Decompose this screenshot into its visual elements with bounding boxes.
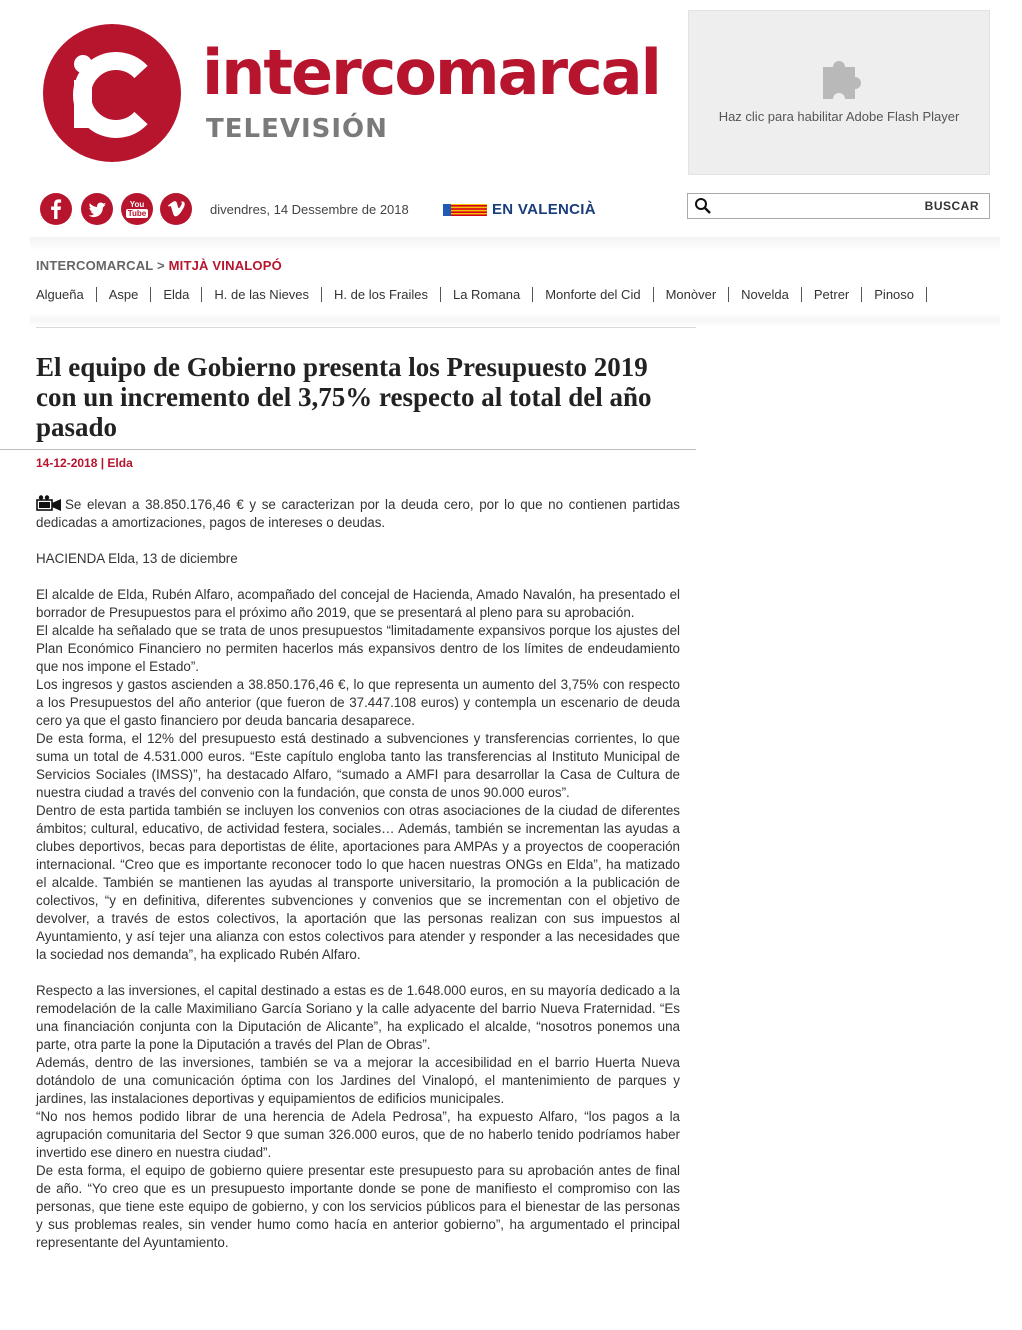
nav-divider (30, 313, 1000, 327)
header-divider (30, 237, 1000, 251)
brand-subtitle: TELEVISIÓN (206, 114, 388, 144)
nav-item-alguena[interactable]: Algueña (36, 287, 97, 302)
article-title: El equipo de Gobierno presenta los Presupuesto 2019 con un incremento del 3,75% respecto al total del año pasado (36, 352, 652, 442)
language-label: EN VALENCIÀ (492, 201, 596, 218)
brand-name: intercomarcal (202, 36, 660, 109)
site-logo[interactable] (40, 22, 660, 167)
article-dateline: HACIENDA Elda, 13 de diciembre (36, 551, 238, 566)
town-nav (36, 287, 939, 302)
article-paragraph: El alcalde de Elda, Rubén Alfaro, acompañado del concejal de Hacienda, Amado Navalón, ha presentado el borrador de Presupuestos para el próximo año 2019, que se presentará al pleno para su aprobación. (36, 587, 680, 620)
video-camera-icon (36, 495, 62, 511)
puzzle-icon (817, 53, 863, 99)
nav-item-monforte-del-cid[interactable]: Monforte del Cid (545, 287, 653, 302)
nav-item-petrer[interactable]: Petrer (814, 287, 862, 302)
article-lead-text: Se elevan a 38.850.176,46 € y se caracterizan por la deuda cero, por lo que no contienen partidas dedicadas a amortizaciones, pagos de intereses o deudas. (36, 497, 680, 530)
article-paragraph: Además, dentro de las inversiones, también se va a mejorar la accesibilidad en el barrio Huerta Nueva dotándolo de una comunicación óptima con los Jardines del Vinalopó, el mantenimiento de parques y jardines, las instalaciones deportivas y equipamientos de edificios municipales. (36, 1055, 680, 1106)
nav-item-monover[interactable]: Monòver (666, 287, 730, 302)
nav-item-pinoso[interactable]: Pinoso (874, 287, 927, 302)
article-paragraph: De esta forma, el 12% del presupuesto está destinado a subvenciones y transferencias corrientes, lo que suma un total de 4.531.000 euros. “Este capítulo engloba tanto las transferencias al Instituto Municipal de Servicios Sociales (IMSS)”, ha destacado Alfaro, “sumado a AMFI para desarrollar la Casa de Cultura de nuestra ciudad a través del convenio con la fundación, que consta de unos 90.000 euros”. (36, 731, 680, 800)
article-paragraph: Respecto a las inversiones, el capital destinado a estas es de 1.648.000 euros, en su mayoría dedicado a la remodelación de la calle Maximiliano García Soriano y la calle adyacente del barrio Nueva Fraternidad. “Es una financiación conjunta con la Diputación de Alicante”, ha explicado el alcalde, “nosotros ponemos una parte, otra parte la pone la Diputación a través del Plan de Obras”. (36, 983, 680, 1052)
article-paragraph: Los ingresos y gastos ascienden a 38.850.176,46 €, lo que representa un aumento del 3,75% con respecto a los Presupuestos del año anterior (que fueron de 37.447.108 euros) y contempla un escenario de deuda cero ya que el gasto financiero por deuda bancaria desaparece. (36, 677, 680, 728)
twitter-icon[interactable] (81, 193, 113, 225)
article-paragraph: De esta forma, el equipo de gobierno quiere presentar este presupuesto para su aprobación antes de final de año. “Yo creo que es un presupuesto importante donde se pone de manifiesto el compromiso con las personas, que tiene este equipo de gobierno, y con los servicios públicos para el bienestar de las personas y sus problemas reales, sin vender humo como hacía en anterior gobierno”, ha argumentado el principal representante del Ayuntamiento. (36, 1163, 680, 1250)
nav-item-aspe[interactable]: Aspe (109, 287, 152, 302)
breadcrumb-separator: > (153, 258, 169, 273)
search-icon (694, 197, 712, 215)
nav-item-novelda[interactable]: Novelda (741, 287, 802, 302)
search-input[interactable] (716, 196, 916, 216)
breadcrumb (36, 258, 282, 273)
youtube-icon[interactable] (121, 193, 153, 225)
youtube-text-bottom: Tube (127, 209, 147, 218)
breadcrumb-root[interactable]: INTERCOMARCAL (36, 258, 154, 273)
flash-player-placeholder[interactable] (688, 10, 990, 175)
vimeo-icon[interactable] (160, 193, 192, 225)
facebook-icon[interactable] (40, 193, 72, 225)
article-lead (36, 495, 680, 532)
nav-item-h-de-los-frailes[interactable]: H. de los Frailes (334, 287, 441, 302)
search-button[interactable]: BUSCAR (924, 199, 979, 213)
valencian-flag-icon (443, 204, 487, 216)
article-body (36, 495, 680, 1252)
article-meta: 14-12-2018 | Elda (36, 456, 133, 470)
search-bar (687, 193, 990, 219)
article-paragraph: El alcalde ha señalado que se trata de unos presupuestos “limitadamente expansivos porque los ajustes del Plan Económico Financiero no permiten hacerlos más expansivos dentro de los límites de endeudamiento que nos impone el Estado”. (36, 623, 680, 674)
nav-item-elda[interactable]: Elda (163, 287, 202, 302)
breadcrumb-current[interactable]: MITJÀ VINALOPÓ (168, 258, 282, 273)
nav-item-h-de-las-nieves[interactable]: H. de las Nieves (214, 287, 322, 302)
current-date: divendres, 14 Dessembre de 2018 (210, 202, 409, 217)
flash-message: Haz clic para habilitar Adobe Flash Player (718, 109, 960, 124)
logo-ic-icon (43, 24, 181, 162)
title-rule (0, 449, 696, 450)
logo-mark (43, 24, 181, 162)
article-paragraph: Dentro de esta partida también se incluyen los convenios con otras asociaciones de la ciudad de diferentes ámbitos; cultural, educativo, de actividad festera, sociales… Además, también se incrementan las ayudas a clubes deportivos, becas para deportistas de élite, aportaciones para AMPAs y a proyectos de cooperación internacional. “Creo que es importante reconocer todo lo que hacen nuestras ONGs en Elda”, ha matizado el alcalde. También se mantienen las ayudas al transporte universitario, la promoción a la publicación de colectivos, “y en definitiva, diferentes subvenciones y convenios que se incrementan con el objetivo de devolver, a través de estos colectivos, la aportación que las personas realizan con sus impuestos al Ayuntamiento, y así tejer una alianza con estos colectivos para atender y responder a las necesidades que la sociedad nos demanda”, ha explicado Rubén Alfaro. (36, 803, 680, 962)
nav-item-la-romana[interactable]: La Romana (453, 287, 533, 302)
youtube-text-top: You (129, 200, 145, 209)
article-top-rule (36, 327, 696, 328)
article-paragraph: “No nos hemos podido librar de una herencia de Adela Pedrosa”, ha expuesto Alfaro, “los pagos a la agrupación comunitaria del Sector 9 que suman 326.000 euros, que de no haberlo tenido podríamos haber invertido ese dinero en nuestra ciudad”. (36, 1109, 680, 1160)
